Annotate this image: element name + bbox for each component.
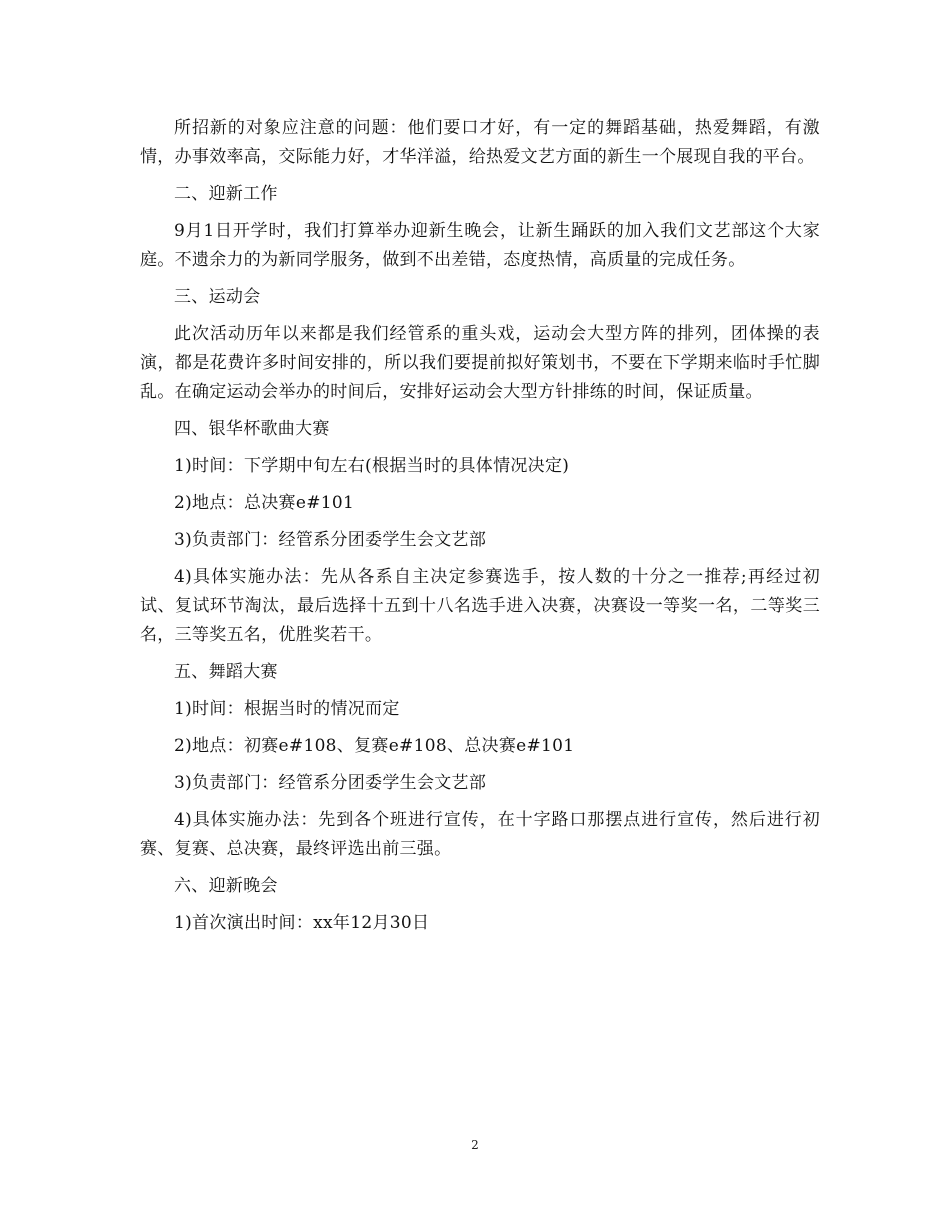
heading-sports-meet: 三、运动会 xyxy=(174,287,261,307)
heading-welcome-work: 二、迎新工作 xyxy=(174,184,278,204)
dance-contest-method: 4)具体实施办法：先到各个班进行宣传，在十字路口那摆点进行宣传，然后进行初赛、复赛、总决赛，最终评选出前三强。 xyxy=(140,810,820,859)
paragraph-recruit-requirements: 所招新的对象应注意的问题：他们要口才好，有一定的舞蹈基础，热爱舞蹈，有激情，办事效率高，交际能力好，才华洋溢，给热爱文艺方面的新生一个展现自我的平台。 xyxy=(140,118,820,167)
heading-welcome-party: 六、迎新晚会 xyxy=(174,876,278,896)
song-contest-location: 2)地点：总决赛e#101 xyxy=(174,493,355,513)
heading-song-contest: 四、银华杯歌曲大赛 xyxy=(174,419,330,439)
paragraph-welcome-work: 9月1日开学时，我们打算举办迎新生晚会，让新生踊跃的加入我们文艺部这个大家庭。不遗余力的为新同学服务，做到不出差错，态度热情，高质量的完成任务。 xyxy=(140,221,820,270)
song-contest-department: 3)负责部门：经管系分团委学生会文艺部 xyxy=(174,530,487,550)
song-contest-method: 4)具体实施办法：先从各系自主决定参赛选手，按人数的十分之一推荐;再经过初试、复试环节淘汰，最后选择十五到十八名选手进入决赛，决赛设一等奖一名，二等奖三名，三等奖五名，优胜奖若干。 xyxy=(140,567,820,645)
paragraph-sports-meet: 此次活动历年以来都是我们经管系的重头戏，运动会大型方阵的排列，团体操的表演，都是花费许多时间安排的，所以我们要提前拟好策划书，不要在下学期来临时手忙脚乱。在确定运动会举办的时间后，安排好运动会大型方针排练的时间，保证质量。 xyxy=(140,324,820,402)
heading-dance-contest: 五、舞蹈大赛 xyxy=(174,662,278,682)
page-number: 2 xyxy=(471,1138,479,1152)
dance-contest-location: 2)地点：初赛e#108、复赛e#108、总决赛e#101 xyxy=(174,736,575,756)
song-contest-time: 1)时间：下学期中旬左右(根据当时的具体情况决定) xyxy=(174,456,570,476)
dance-contest-time: 1)时间：根据当时的情况而定 xyxy=(174,699,400,719)
welcome-party-first-show-time: 1)首次演出时间：xx年12月30日 xyxy=(174,913,430,933)
document-body xyxy=(140,114,820,946)
dance-contest-department: 3)负责部门：经管系分团委学生会文艺部 xyxy=(174,773,487,793)
